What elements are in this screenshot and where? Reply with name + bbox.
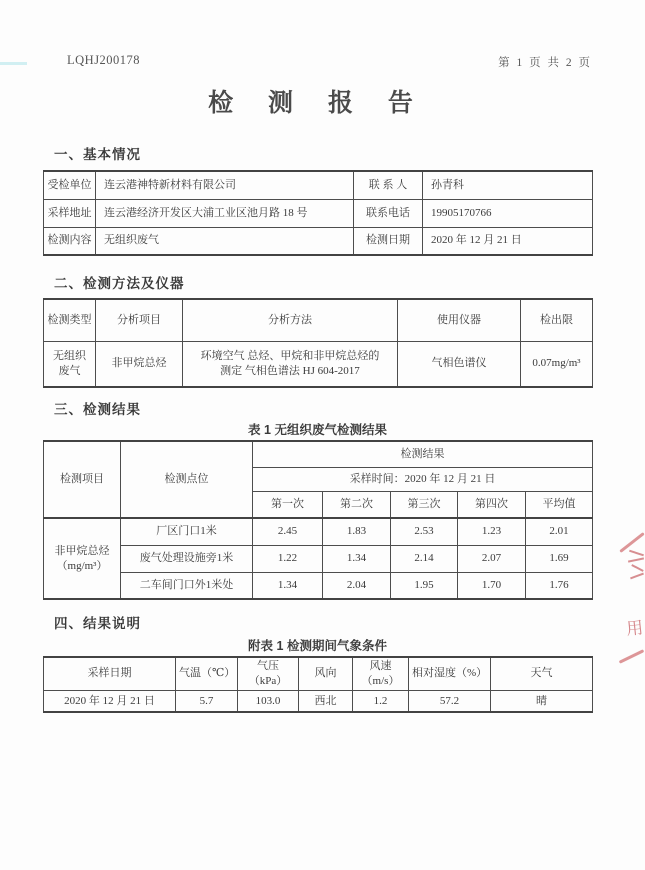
- table-row: [44, 518, 593, 545]
- weather-header-cell: 天气: [491, 657, 593, 690]
- basic-info-label: 联系电话: [354, 199, 423, 227]
- results-run-header: 第一次: [253, 491, 323, 518]
- results-item-unit: （mg/m³）: [56, 559, 108, 572]
- method-item-cell: 非甲烷总烃: [96, 341, 183, 387]
- result-value-cell: 1.34: [323, 545, 391, 572]
- method-type-cell: [44, 341, 96, 387]
- result-value-cell: 1.69: [526, 545, 593, 572]
- weather-header-cell: 风速（m/s）: [353, 657, 409, 690]
- method-header-type: 检测类型: [44, 299, 96, 341]
- weather-header-cell: 气温（℃）: [176, 657, 238, 690]
- result-value-cell: 1.34: [253, 572, 323, 599]
- weather-value-cell: 5.7: [176, 690, 238, 712]
- seal-character: 用: [625, 618, 645, 639]
- table-row: [44, 199, 593, 227]
- seal-arc-bottom: [619, 649, 645, 664]
- result-value-cell: 1.22: [253, 545, 323, 572]
- page-indicator: 第 1 页 共 2 页: [498, 57, 592, 69]
- basic-info-label: 检测日期: [354, 227, 423, 255]
- results-header-point: 检测点位: [121, 441, 253, 518]
- basic-info-value: 19905170766: [423, 199, 593, 227]
- result-value-cell: 1.83: [323, 518, 391, 545]
- weather-header-cell: 风向: [299, 657, 353, 690]
- method-header-item: 分析项目: [96, 299, 183, 341]
- basic-info-label: 受检单位: [44, 171, 96, 199]
- results-header-item: 检测项目: [44, 441, 121, 518]
- result-value-cell: 1.70: [458, 572, 526, 599]
- basic-info-label: 检测内容: [44, 227, 96, 255]
- section-heading-results: 三、检测结果: [54, 402, 141, 417]
- table-row: [44, 441, 593, 467]
- result-value-cell: 2.14: [391, 545, 458, 572]
- table-row: [44, 171, 593, 199]
- weather-value-cell: 1.2: [353, 690, 409, 712]
- result-value-cell: 1.76: [526, 572, 593, 599]
- table-row: [44, 690, 593, 712]
- weather-value-cell: 57.2: [409, 690, 491, 712]
- result-value-cell: 2.07: [458, 545, 526, 572]
- basic-info-label: 联 系 人: [354, 171, 423, 199]
- weather-value-cell: 2020 年 12 月 21 日: [44, 690, 176, 712]
- results-sampling-time: 采样时间：2020 年 12 月 21 日: [253, 467, 593, 491]
- method-header-instrument: 使用仪器: [398, 299, 521, 341]
- basic-info-label: 采样地址: [44, 199, 96, 227]
- method-method-cell: [183, 341, 398, 387]
- results-run-header: 第四次: [458, 491, 526, 518]
- results-run-header: 第三次: [391, 491, 458, 518]
- results-point-cell: 二车间门口外1米处: [121, 572, 253, 599]
- section-heading-conclusion: 四、结果说明: [54, 616, 141, 631]
- result-value-cell: 2.04: [323, 572, 391, 599]
- report-number: LQHJ200178: [67, 53, 141, 67]
- weather-table: [43, 656, 593, 713]
- results-run-header: 第二次: [323, 491, 391, 518]
- basic-info-value: 2020 年 12 月 21 日: [423, 227, 593, 255]
- weather-table-caption: 附表 1 检测期间气象条件: [248, 639, 387, 653]
- table-row: [44, 341, 593, 387]
- basic-info-value: 连云港经济开发区大浦工业区池月路 18 号: [96, 199, 354, 227]
- table-row: [44, 227, 593, 255]
- weather-header-cell: 采样日期: [44, 657, 176, 690]
- method-type-line1: 无组织: [53, 349, 86, 362]
- table-row: [44, 572, 593, 599]
- report-title: 检 测 报 告: [208, 89, 427, 117]
- results-run-header: 平均值: [526, 491, 593, 518]
- method-type-line2: 废气: [58, 364, 81, 377]
- table-row: [44, 545, 593, 572]
- weather-value-cell: 晴: [491, 690, 593, 712]
- scan-artifact-line: [0, 62, 27, 65]
- method-instrument-cell: 气相色谱仪: [398, 341, 521, 387]
- method-method-line2: 测定 气相色谱法 HJ 604-2017: [220, 364, 360, 377]
- weather-value-cell: 西北: [299, 690, 353, 712]
- results-point-cell: 废气处理设施旁1米: [121, 545, 253, 572]
- table-row: [44, 299, 593, 341]
- result-value-cell: 2.53: [391, 518, 458, 545]
- method-limit-cell: 0.07mg/m³: [521, 341, 593, 387]
- method-header-method: 分析方法: [183, 299, 398, 341]
- result-value-cell: 2.45: [253, 518, 323, 545]
- results-table-caption: 表 1 无组织废气检测结果: [248, 423, 387, 437]
- weather-header-cell: 气压（kPa）: [238, 657, 299, 690]
- method-table: [43, 298, 593, 388]
- seal-illegible-marks: [628, 549, 645, 583]
- result-value-cell: 2.01: [526, 518, 593, 545]
- basic-info-value: 连云港神特新材料有限公司: [96, 171, 354, 199]
- method-method-line1: 环境空气 总烃、甲烷和非甲烷总烃的: [200, 349, 380, 362]
- results-header-group: 检测结果: [253, 441, 593, 467]
- results-point-cell: 厂区门口1米: [121, 518, 253, 545]
- results-item-cell: [44, 518, 121, 599]
- results-table: [43, 440, 593, 600]
- result-value-cell: 1.23: [458, 518, 526, 545]
- section-heading-methods: 二、检测方法及仪器: [54, 276, 185, 291]
- basic-info-value: 孙青科: [423, 171, 593, 199]
- results-item-name: 非甲烷总烃: [54, 544, 110, 557]
- result-value-cell: 1.95: [391, 572, 458, 599]
- section-heading-basic-info: 一、基本情况: [54, 147, 141, 162]
- method-header-limit: 检出限: [521, 299, 593, 341]
- basic-info-table: [43, 170, 593, 256]
- table-row: [44, 657, 593, 690]
- weather-value-cell: 103.0: [238, 690, 299, 712]
- basic-info-value: 无组织废气: [96, 227, 354, 255]
- weather-header-cell: 相对湿度（%）: [409, 657, 491, 690]
